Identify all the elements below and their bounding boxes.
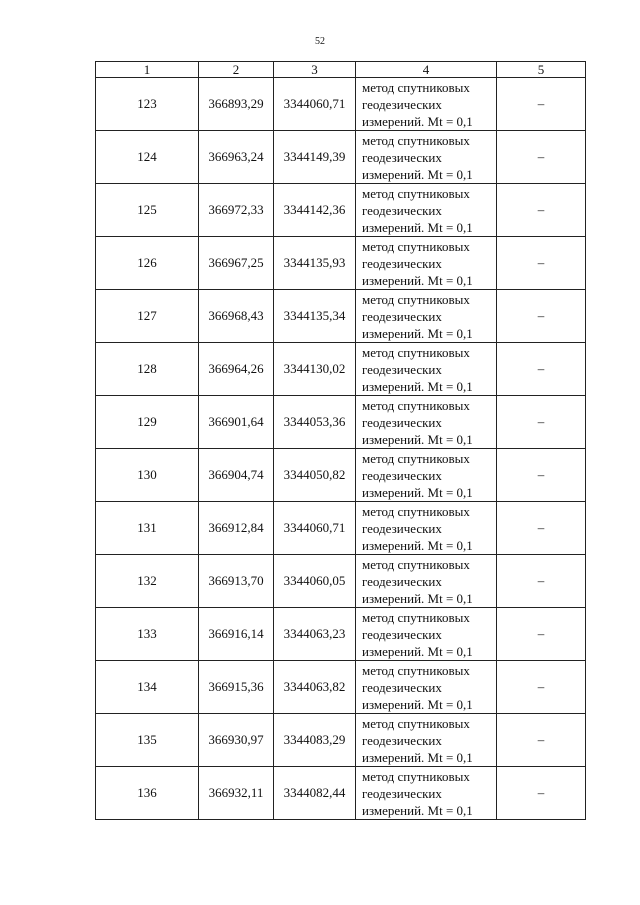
method-line: метод спутниковых — [362, 344, 470, 360]
method-line: метод спутниковых — [362, 503, 470, 519]
method-line: геодезических — [362, 414, 442, 430]
x-coordinate-cell: 366893,29 — [199, 78, 274, 131]
method-line: метод спутниковых — [362, 450, 470, 466]
y-coordinate-cell: 3344063,23 — [274, 608, 356, 661]
method-cell — [356, 237, 497, 290]
table-row — [96, 767, 586, 820]
method-line: метод спутниковых — [362, 768, 470, 784]
table-row — [96, 290, 586, 343]
method-line: геодезических — [362, 467, 442, 483]
y-coordinate-cell: 3344083,29 — [274, 714, 356, 767]
method-cell — [356, 555, 497, 608]
note-cell: – — [497, 237, 586, 290]
method-line: геодезических — [362, 255, 442, 271]
method-cell — [356, 502, 497, 555]
method-cell — [356, 131, 497, 184]
header-col-2: 2 — [199, 62, 274, 78]
method-line: измерений. Mt = 0,1 — [362, 696, 473, 712]
point-number-cell: 131 — [96, 502, 199, 555]
note-cell: – — [497, 502, 586, 555]
coordinates-table — [95, 61, 586, 820]
point-number-cell: 123 — [96, 78, 199, 131]
header-col-5: 5 — [497, 62, 586, 78]
header-col-4: 4 — [356, 62, 497, 78]
method-cell — [356, 184, 497, 237]
method-line: геодезических — [362, 149, 442, 165]
table-row — [96, 184, 586, 237]
point-number-cell: 136 — [96, 767, 199, 820]
method-line: метод спутниковых — [362, 662, 470, 678]
method-line: геодезических — [362, 573, 442, 589]
method-cell — [356, 396, 497, 449]
x-coordinate-cell: 366932,11 — [199, 767, 274, 820]
method-cell — [356, 78, 497, 131]
y-coordinate-cell: 3344050,82 — [274, 449, 356, 502]
page-number: 52 — [315, 36, 325, 47]
y-coordinate-cell: 3344130,02 — [274, 343, 356, 396]
table-row — [96, 449, 586, 502]
method-line: геодезических — [362, 308, 442, 324]
method-cell — [356, 290, 497, 343]
note-cell: – — [497, 396, 586, 449]
method-line: измерений. Mt = 0,1 — [362, 378, 473, 394]
table-row — [96, 555, 586, 608]
x-coordinate-cell: 366967,25 — [199, 237, 274, 290]
header-col-3: 3 — [274, 62, 356, 78]
method-line: метод спутниковых — [362, 715, 470, 731]
x-coordinate-cell: 366963,24 — [199, 131, 274, 184]
method-line: измерений. Mt = 0,1 — [362, 749, 473, 765]
x-coordinate-cell: 366901,64 — [199, 396, 274, 449]
x-coordinate-cell: 366972,33 — [199, 184, 274, 237]
method-line: метод спутниковых — [362, 291, 470, 307]
note-cell: – — [497, 78, 586, 131]
x-coordinate-cell: 366913,70 — [199, 555, 274, 608]
y-coordinate-cell: 3344060,05 — [274, 555, 356, 608]
method-cell — [356, 714, 497, 767]
note-cell: – — [497, 449, 586, 502]
x-coordinate-cell: 366915,36 — [199, 661, 274, 714]
header-col-1: 1 — [96, 62, 199, 78]
x-coordinate-cell: 366916,14 — [199, 608, 274, 661]
method-line: измерений. Mt = 0,1 — [362, 802, 473, 818]
method-line: измерений. Mt = 0,1 — [362, 537, 473, 553]
method-line: геодезических — [362, 785, 442, 801]
table-row — [96, 661, 586, 714]
point-number-cell: 125 — [96, 184, 199, 237]
note-cell: – — [497, 608, 586, 661]
table-row — [96, 131, 586, 184]
point-number-cell: 130 — [96, 449, 199, 502]
method-line: измерений. Mt = 0,1 — [362, 643, 473, 659]
method-line: метод спутниковых — [362, 132, 470, 148]
note-cell: – — [497, 661, 586, 714]
method-line: геодезических — [362, 679, 442, 695]
method-line: метод спутниковых — [362, 397, 470, 413]
method-line: измерений. Mt = 0,1 — [362, 590, 473, 606]
table-row — [96, 343, 586, 396]
note-cell: – — [497, 343, 586, 396]
method-cell — [356, 767, 497, 820]
method-line: метод спутниковых — [362, 609, 470, 625]
method-line: измерений. Mt = 0,1 — [362, 272, 473, 288]
method-line: измерений. Mt = 0,1 — [362, 219, 473, 235]
y-coordinate-cell: 3344142,36 — [274, 184, 356, 237]
method-cell — [356, 449, 497, 502]
point-number-cell: 134 — [96, 661, 199, 714]
y-coordinate-cell: 3344135,34 — [274, 290, 356, 343]
point-number-cell: 127 — [96, 290, 199, 343]
method-line: измерений. Mt = 0,1 — [362, 325, 473, 341]
table-row — [96, 396, 586, 449]
note-cell: – — [497, 767, 586, 820]
note-cell: – — [497, 184, 586, 237]
method-line: геодезических — [362, 202, 442, 218]
method-line: геодезических — [362, 520, 442, 536]
method-line: метод спутниковых — [362, 185, 470, 201]
note-cell: – — [497, 131, 586, 184]
method-line: геодезических — [362, 732, 442, 748]
table-row — [96, 502, 586, 555]
table-row — [96, 714, 586, 767]
method-line: измерений. Mt = 0,1 — [362, 113, 473, 129]
method-cell — [356, 608, 497, 661]
method-line: геодезических — [362, 361, 442, 377]
point-number-cell: 126 — [96, 237, 199, 290]
y-coordinate-cell: 3344063,82 — [274, 661, 356, 714]
method-line: измерений. Mt = 0,1 — [362, 166, 473, 182]
y-coordinate-cell: 3344149,39 — [274, 131, 356, 184]
x-coordinate-cell: 366968,43 — [199, 290, 274, 343]
method-line: измерений. Mt = 0,1 — [362, 484, 473, 500]
method-line: метод спутниковых — [362, 556, 470, 572]
table-body — [96, 78, 586, 820]
y-coordinate-cell: 3344060,71 — [274, 502, 356, 555]
method-cell — [356, 661, 497, 714]
method-line: метод спутниковых — [362, 79, 470, 95]
point-number-cell: 132 — [96, 555, 199, 608]
note-cell: – — [497, 714, 586, 767]
table-row — [96, 237, 586, 290]
y-coordinate-cell: 3344135,93 — [274, 237, 356, 290]
method-cell — [356, 343, 497, 396]
point-number-cell: 124 — [96, 131, 199, 184]
note-cell: – — [497, 290, 586, 343]
table-row — [96, 78, 586, 131]
x-coordinate-cell: 366904,74 — [199, 449, 274, 502]
point-number-cell: 133 — [96, 608, 199, 661]
header-row — [96, 62, 586, 78]
point-number-cell: 129 — [96, 396, 199, 449]
method-line: измерений. Mt = 0,1 — [362, 431, 473, 447]
method-line: метод спутниковых — [362, 238, 470, 254]
method-line: геодезических — [362, 626, 442, 642]
y-coordinate-cell: 3344053,36 — [274, 396, 356, 449]
note-cell: – — [497, 555, 586, 608]
x-coordinate-cell: 366912,84 — [199, 502, 274, 555]
x-coordinate-cell: 366930,97 — [199, 714, 274, 767]
point-number-cell: 135 — [96, 714, 199, 767]
x-coordinate-cell: 366964,26 — [199, 343, 274, 396]
y-coordinate-cell: 3344060,71 — [274, 78, 356, 131]
method-line: геодезических — [362, 96, 442, 112]
point-number-cell: 128 — [96, 343, 199, 396]
y-coordinate-cell: 3344082,44 — [274, 767, 356, 820]
table-row — [96, 608, 586, 661]
